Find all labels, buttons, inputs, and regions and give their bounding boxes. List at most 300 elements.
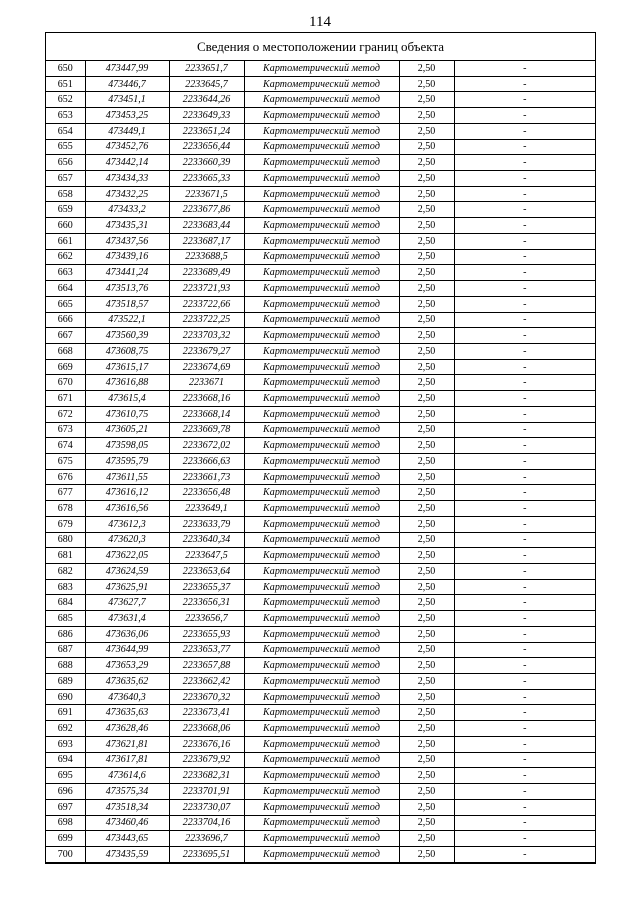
- table-row: [46, 61, 595, 76]
- point-number-cell: 700: [46, 846, 85, 862]
- y-coordinate-cell: 2233655,37: [169, 579, 244, 595]
- x-coordinate-cell: 473595,79: [85, 453, 169, 469]
- coordinates-table: [46, 61, 595, 863]
- x-coordinate-cell: 473644,99: [85, 642, 169, 658]
- method-cell: Картометрический метод: [244, 846, 399, 862]
- description-cell: -: [454, 752, 595, 768]
- table-row: [46, 406, 595, 422]
- description-cell: -: [454, 768, 595, 784]
- y-coordinate-cell: 2233651,7: [169, 61, 244, 76]
- point-number-cell: 669: [46, 359, 85, 375]
- accuracy-cell: 2,50: [399, 846, 454, 862]
- description-cell: -: [454, 343, 595, 359]
- accuracy-cell: 2,50: [399, 265, 454, 281]
- x-coordinate-cell: 473608,75: [85, 343, 169, 359]
- point-number-cell: 656: [46, 155, 85, 171]
- x-coordinate-cell: 473447,99: [85, 61, 169, 76]
- point-number-cell: 682: [46, 564, 85, 580]
- table-row: [46, 815, 595, 831]
- method-cell: Картометрический метод: [244, 343, 399, 359]
- method-cell: Картометрический метод: [244, 642, 399, 658]
- table-row: [46, 281, 595, 297]
- description-cell: -: [454, 61, 595, 76]
- y-coordinate-cell: 2233662,42: [169, 674, 244, 690]
- method-cell: Картометрический метод: [244, 453, 399, 469]
- description-cell: -: [454, 611, 595, 627]
- table-row: [46, 391, 595, 407]
- point-number-cell: 661: [46, 233, 85, 249]
- x-coordinate-cell: 473513,76: [85, 281, 169, 297]
- method-cell: Картометрический метод: [244, 359, 399, 375]
- method-cell: Картометрический метод: [244, 406, 399, 422]
- point-number-cell: 691: [46, 705, 85, 721]
- coordinates-section: [45, 32, 596, 864]
- y-coordinate-cell: 2233656,7: [169, 611, 244, 627]
- accuracy-cell: 2,50: [399, 218, 454, 234]
- point-number-cell: 653: [46, 108, 85, 124]
- accuracy-cell: 2,50: [399, 343, 454, 359]
- table-row: [46, 155, 595, 171]
- y-coordinate-cell: 2233695,51: [169, 846, 244, 862]
- x-coordinate-cell: 473635,62: [85, 674, 169, 690]
- accuracy-cell: 2,50: [399, 406, 454, 422]
- description-cell: -: [454, 406, 595, 422]
- x-coordinate-cell: 473605,21: [85, 422, 169, 438]
- x-coordinate-cell: 473615,4: [85, 391, 169, 407]
- y-coordinate-cell: 2233679,27: [169, 343, 244, 359]
- method-cell: Картометрический метод: [244, 202, 399, 218]
- table-row: [46, 705, 595, 721]
- y-coordinate-cell: 2233660,39: [169, 155, 244, 171]
- method-cell: Картометрический метод: [244, 831, 399, 847]
- x-coordinate-cell: 473615,17: [85, 359, 169, 375]
- x-coordinate-cell: 473575,34: [85, 784, 169, 800]
- table-row: [46, 296, 595, 312]
- method-cell: Картометрический метод: [244, 218, 399, 234]
- description-cell: -: [454, 249, 595, 265]
- method-cell: Картометрический метод: [244, 674, 399, 690]
- x-coordinate-cell: 473621,81: [85, 736, 169, 752]
- x-coordinate-cell: 473640,3: [85, 689, 169, 705]
- method-cell: Картометрический метод: [244, 516, 399, 532]
- x-coordinate-cell: 473442,14: [85, 155, 169, 171]
- y-coordinate-cell: 2233655,93: [169, 626, 244, 642]
- table-row: [46, 548, 595, 564]
- method-cell: Картометрический метод: [244, 296, 399, 312]
- x-coordinate-cell: 473616,88: [85, 375, 169, 391]
- description-cell: -: [454, 202, 595, 218]
- y-coordinate-cell: 2233677,86: [169, 202, 244, 218]
- point-number-cell: 696: [46, 784, 85, 800]
- table-row: [46, 736, 595, 752]
- y-coordinate-cell: 2233722,66: [169, 296, 244, 312]
- y-coordinate-cell: 2233688,5: [169, 249, 244, 265]
- description-cell: -: [454, 186, 595, 202]
- y-coordinate-cell: 2233653,64: [169, 564, 244, 580]
- description-cell: -: [454, 658, 595, 674]
- x-coordinate-cell: 473451,1: [85, 92, 169, 108]
- accuracy-cell: 2,50: [399, 658, 454, 674]
- table-row: [46, 721, 595, 737]
- point-number-cell: 688: [46, 658, 85, 674]
- method-cell: Картометрический метод: [244, 784, 399, 800]
- description-cell: -: [454, 123, 595, 139]
- point-number-cell: 676: [46, 469, 85, 485]
- point-number-cell: 698: [46, 815, 85, 831]
- y-coordinate-cell: 2233672,02: [169, 438, 244, 454]
- table-row: [46, 642, 595, 658]
- point-number-cell: 677: [46, 485, 85, 501]
- point-number-cell: 671: [46, 391, 85, 407]
- method-cell: Картометрический метод: [244, 485, 399, 501]
- x-coordinate-cell: 473653,29: [85, 658, 169, 674]
- accuracy-cell: 2,50: [399, 391, 454, 407]
- description-cell: -: [454, 485, 595, 501]
- description-cell: -: [454, 721, 595, 737]
- description-cell: -: [454, 375, 595, 391]
- point-number-cell: 680: [46, 532, 85, 548]
- x-coordinate-cell: 473522,1: [85, 312, 169, 328]
- description-cell: -: [454, 171, 595, 187]
- page-number: 114: [309, 14, 331, 30]
- y-coordinate-cell: 2233657,88: [169, 658, 244, 674]
- x-coordinate-cell: 473452,76: [85, 139, 169, 155]
- description-cell: -: [454, 155, 595, 171]
- accuracy-cell: 2,50: [399, 359, 454, 375]
- x-coordinate-cell: 473622,05: [85, 548, 169, 564]
- x-coordinate-cell: 473616,12: [85, 485, 169, 501]
- method-cell: Картометрический метод: [244, 139, 399, 155]
- description-cell: -: [454, 548, 595, 564]
- method-cell: Картометрический метод: [244, 422, 399, 438]
- method-cell: Картометрический метод: [244, 658, 399, 674]
- x-coordinate-cell: 473611,55: [85, 469, 169, 485]
- point-number-cell: 672: [46, 406, 85, 422]
- accuracy-cell: 2,50: [399, 626, 454, 642]
- accuracy-cell: 2,50: [399, 92, 454, 108]
- description-cell: -: [454, 595, 595, 611]
- accuracy-cell: 2,50: [399, 501, 454, 517]
- point-number-cell: 667: [46, 328, 85, 344]
- y-coordinate-cell: 2233649,1: [169, 501, 244, 517]
- table-row: [46, 689, 595, 705]
- y-coordinate-cell: 2233676,16: [169, 736, 244, 752]
- description-cell: -: [454, 469, 595, 485]
- accuracy-cell: 2,50: [399, 579, 454, 595]
- accuracy-cell: 2,50: [399, 296, 454, 312]
- x-coordinate-cell: 473636,06: [85, 626, 169, 642]
- accuracy-cell: 2,50: [399, 155, 454, 171]
- table-row: [46, 469, 595, 485]
- point-number-cell: 686: [46, 626, 85, 642]
- point-number-cell: 693: [46, 736, 85, 752]
- method-cell: Картометрический метод: [244, 469, 399, 485]
- method-cell: Картометрический метод: [244, 108, 399, 124]
- point-number-cell: 685: [46, 611, 85, 627]
- table-row: [46, 202, 595, 218]
- point-number-cell: 664: [46, 281, 85, 297]
- description-cell: -: [454, 815, 595, 831]
- accuracy-cell: 2,50: [399, 233, 454, 249]
- y-coordinate-cell: 2233696,7: [169, 831, 244, 847]
- accuracy-cell: 2,50: [399, 469, 454, 485]
- point-number-cell: 674: [46, 438, 85, 454]
- description-cell: -: [454, 831, 595, 847]
- point-number-cell: 675: [46, 453, 85, 469]
- table-row: [46, 768, 595, 784]
- table-row: [46, 831, 595, 847]
- table-row: [46, 265, 595, 281]
- table-row: [46, 579, 595, 595]
- point-number-cell: 694: [46, 752, 85, 768]
- point-number-cell: 663: [46, 265, 85, 281]
- table-row: [46, 564, 595, 580]
- method-cell: Картометрический метод: [244, 501, 399, 517]
- accuracy-cell: 2,50: [399, 768, 454, 784]
- accuracy-cell: 2,50: [399, 532, 454, 548]
- accuracy-cell: 2,50: [399, 328, 454, 344]
- method-cell: Картометрический метод: [244, 265, 399, 281]
- table-row: [46, 139, 595, 155]
- description-cell: -: [454, 422, 595, 438]
- table-row: [46, 359, 595, 375]
- description-cell: -: [454, 391, 595, 407]
- table-row: [46, 171, 595, 187]
- table-row: [46, 76, 595, 92]
- description-cell: -: [454, 784, 595, 800]
- accuracy-cell: 2,50: [399, 736, 454, 752]
- x-coordinate-cell: 473635,63: [85, 705, 169, 721]
- accuracy-cell: 2,50: [399, 422, 454, 438]
- accuracy-cell: 2,50: [399, 611, 454, 627]
- table-row: [46, 186, 595, 202]
- description-cell: -: [454, 579, 595, 595]
- x-coordinate-cell: 473449,1: [85, 123, 169, 139]
- y-coordinate-cell: 2233730,07: [169, 799, 244, 815]
- x-coordinate-cell: 473628,46: [85, 721, 169, 737]
- description-cell: -: [454, 312, 595, 328]
- point-number-cell: 657: [46, 171, 85, 187]
- point-number-cell: 673: [46, 422, 85, 438]
- description-cell: -: [454, 501, 595, 517]
- description-cell: -: [454, 532, 595, 548]
- point-number-cell: 695: [46, 768, 85, 784]
- table-row: [46, 501, 595, 517]
- method-cell: Картометрический метод: [244, 123, 399, 139]
- table-row: [46, 752, 595, 768]
- y-coordinate-cell: 2233679,92: [169, 752, 244, 768]
- description-cell: -: [454, 233, 595, 249]
- y-coordinate-cell: 2233670,32: [169, 689, 244, 705]
- coordinates-table-body: [46, 61, 595, 862]
- table-row: [46, 108, 595, 124]
- point-number-cell: 689: [46, 674, 85, 690]
- table-row: [46, 595, 595, 611]
- point-number-cell: 683: [46, 579, 85, 595]
- table-row: [46, 453, 595, 469]
- point-number-cell: 655: [46, 139, 85, 155]
- point-number-cell: 652: [46, 92, 85, 108]
- description-cell: -: [454, 76, 595, 92]
- description-cell: -: [454, 265, 595, 281]
- description-cell: -: [454, 705, 595, 721]
- x-coordinate-cell: 473627,7: [85, 595, 169, 611]
- method-cell: Картометрический метод: [244, 312, 399, 328]
- point-number-cell: 699: [46, 831, 85, 847]
- x-coordinate-cell: 473446,7: [85, 76, 169, 92]
- accuracy-cell: 2,50: [399, 61, 454, 76]
- description-cell: -: [454, 92, 595, 108]
- x-coordinate-cell: 473616,56: [85, 501, 169, 517]
- method-cell: Картометрический метод: [244, 689, 399, 705]
- accuracy-cell: 2,50: [399, 752, 454, 768]
- section-title: Сведения о местоположении границ объекта: [46, 33, 595, 61]
- description-cell: -: [454, 296, 595, 312]
- method-cell: Картометрический метод: [244, 548, 399, 564]
- y-coordinate-cell: 2233656,31: [169, 595, 244, 611]
- method-cell: Картометрический метод: [244, 564, 399, 580]
- accuracy-cell: 2,50: [399, 139, 454, 155]
- x-coordinate-cell: 473435,31: [85, 218, 169, 234]
- method-cell: Картометрический метод: [244, 736, 399, 752]
- accuracy-cell: 2,50: [399, 123, 454, 139]
- y-coordinate-cell: 2233668,16: [169, 391, 244, 407]
- table-row: [46, 611, 595, 627]
- accuracy-cell: 2,50: [399, 595, 454, 611]
- accuracy-cell: 2,50: [399, 485, 454, 501]
- method-cell: Картометрический метод: [244, 328, 399, 344]
- x-coordinate-cell: 473560,39: [85, 328, 169, 344]
- y-coordinate-cell: 2233647,5: [169, 548, 244, 564]
- y-coordinate-cell: 2233651,24: [169, 123, 244, 139]
- y-coordinate-cell: 2233668,06: [169, 721, 244, 737]
- table-row: [46, 516, 595, 532]
- y-coordinate-cell: 2233682,31: [169, 768, 244, 784]
- accuracy-cell: 2,50: [399, 799, 454, 815]
- accuracy-cell: 2,50: [399, 202, 454, 218]
- x-coordinate-cell: 473443,65: [85, 831, 169, 847]
- x-coordinate-cell: 473617,81: [85, 752, 169, 768]
- table-row: [46, 312, 595, 328]
- description-cell: -: [454, 453, 595, 469]
- x-coordinate-cell: 473460,46: [85, 815, 169, 831]
- accuracy-cell: 2,50: [399, 642, 454, 658]
- y-coordinate-cell: 2233668,14: [169, 406, 244, 422]
- description-cell: -: [454, 799, 595, 815]
- accuracy-cell: 2,50: [399, 548, 454, 564]
- accuracy-cell: 2,50: [399, 784, 454, 800]
- y-coordinate-cell: 2233687,17: [169, 233, 244, 249]
- point-number-cell: 668: [46, 343, 85, 359]
- method-cell: Картометрический метод: [244, 391, 399, 407]
- description-cell: -: [454, 736, 595, 752]
- description-cell: -: [454, 108, 595, 124]
- x-coordinate-cell: 473631,4: [85, 611, 169, 627]
- accuracy-cell: 2,50: [399, 281, 454, 297]
- point-number-cell: 690: [46, 689, 85, 705]
- method-cell: Картометрический метод: [244, 705, 399, 721]
- table-row: [46, 375, 595, 391]
- x-coordinate-cell: 473612,3: [85, 516, 169, 532]
- table-row: [46, 658, 595, 674]
- point-number-cell: 658: [46, 186, 85, 202]
- table-row: [46, 422, 595, 438]
- table-row: [46, 532, 595, 548]
- x-coordinate-cell: 473432,25: [85, 186, 169, 202]
- accuracy-cell: 2,50: [399, 312, 454, 328]
- x-coordinate-cell: 473518,57: [85, 296, 169, 312]
- method-cell: Картометрический метод: [244, 249, 399, 265]
- accuracy-cell: 2,50: [399, 721, 454, 737]
- method-cell: Картометрический метод: [244, 768, 399, 784]
- point-number-cell: 692: [46, 721, 85, 737]
- y-coordinate-cell: 2233649,33: [169, 108, 244, 124]
- point-number-cell: 681: [46, 548, 85, 564]
- method-cell: Картометрический метод: [244, 611, 399, 627]
- description-cell: -: [454, 359, 595, 375]
- table-row: [46, 328, 595, 344]
- y-coordinate-cell: 2233665,33: [169, 171, 244, 187]
- point-number-cell: 650: [46, 61, 85, 76]
- y-coordinate-cell: 2233640,34: [169, 532, 244, 548]
- description-cell: -: [454, 281, 595, 297]
- description-cell: -: [454, 689, 595, 705]
- y-coordinate-cell: 2233644,26: [169, 92, 244, 108]
- point-number-cell: 662: [46, 249, 85, 265]
- method-cell: Картометрический метод: [244, 626, 399, 642]
- y-coordinate-cell: 2233701,91: [169, 784, 244, 800]
- y-coordinate-cell: 2233633,79: [169, 516, 244, 532]
- point-number-cell: 697: [46, 799, 85, 815]
- table-row: [46, 846, 595, 862]
- accuracy-cell: 2,50: [399, 249, 454, 265]
- table-row: [46, 626, 595, 642]
- table-row: [46, 799, 595, 815]
- y-coordinate-cell: 2233671,5: [169, 186, 244, 202]
- table-row: [46, 674, 595, 690]
- y-coordinate-cell: 2233653,77: [169, 642, 244, 658]
- point-number-cell: 654: [46, 123, 85, 139]
- method-cell: Картометрический метод: [244, 155, 399, 171]
- method-cell: Картометрический метод: [244, 532, 399, 548]
- point-number-cell: 684: [46, 595, 85, 611]
- y-coordinate-cell: 2233661,73: [169, 469, 244, 485]
- method-cell: Картометрический метод: [244, 92, 399, 108]
- accuracy-cell: 2,50: [399, 76, 454, 92]
- point-number-cell: 679: [46, 516, 85, 532]
- description-cell: -: [454, 218, 595, 234]
- y-coordinate-cell: 2233683,44: [169, 218, 244, 234]
- y-coordinate-cell: 2233689,49: [169, 265, 244, 281]
- method-cell: Картометрический метод: [244, 815, 399, 831]
- method-cell: Картометрический метод: [244, 233, 399, 249]
- y-coordinate-cell: 2233704,16: [169, 815, 244, 831]
- accuracy-cell: 2,50: [399, 186, 454, 202]
- x-coordinate-cell: 473624,59: [85, 564, 169, 580]
- point-number-cell: 687: [46, 642, 85, 658]
- y-coordinate-cell: 2233656,48: [169, 485, 244, 501]
- y-coordinate-cell: 2233674,69: [169, 359, 244, 375]
- x-coordinate-cell: 473439,16: [85, 249, 169, 265]
- y-coordinate-cell: 2233666,63: [169, 453, 244, 469]
- accuracy-cell: 2,50: [399, 516, 454, 532]
- x-coordinate-cell: 473610,75: [85, 406, 169, 422]
- y-coordinate-cell: 2233645,7: [169, 76, 244, 92]
- table-row: [46, 784, 595, 800]
- point-number-cell: 670: [46, 375, 85, 391]
- accuracy-cell: 2,50: [399, 375, 454, 391]
- y-coordinate-cell: 2233703,32: [169, 328, 244, 344]
